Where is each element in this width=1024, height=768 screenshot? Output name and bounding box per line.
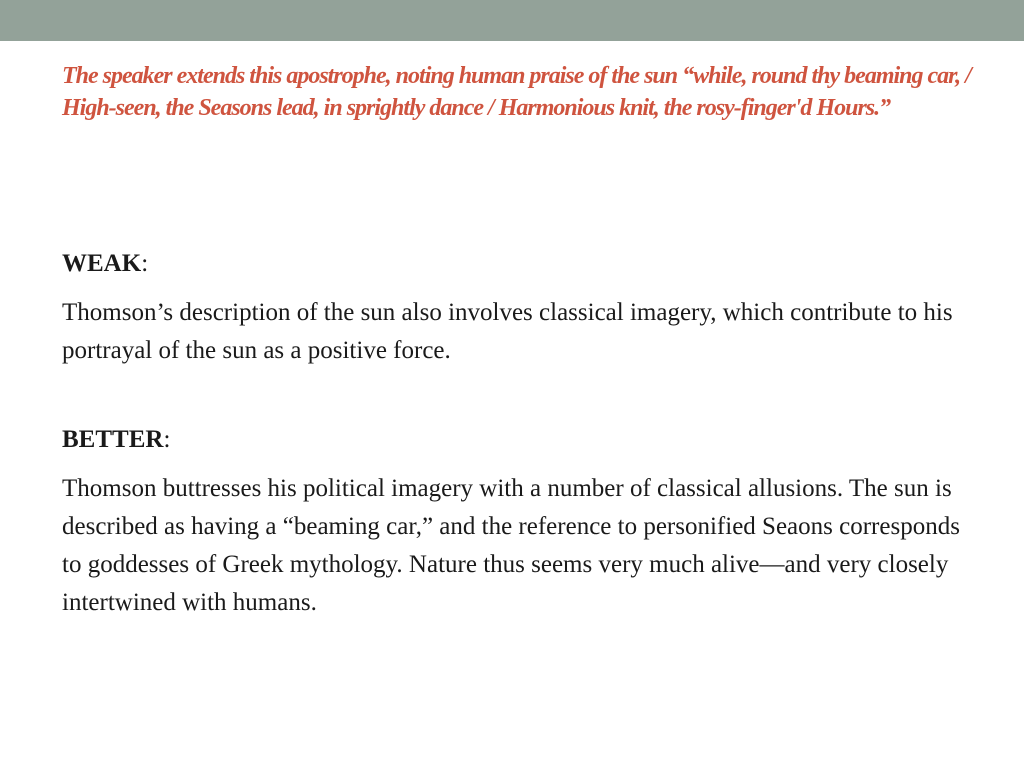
- top-accent-bar: [0, 0, 1024, 41]
- better-paragraph: Thomson buttresses his political imagery with a number of classical allusions. The sun is described as having a “beaming car,” and the reference to personified Seaons corresponds to goddesses of Greek mythology. Nature thus seems very much alive—and very closely intertwined with humans.: [62, 475, 960, 616]
- section-spacer: [62, 370, 982, 422]
- slide-body: [62, 246, 982, 622]
- weak-paragraph: Thomson’s description of the sun also involves classical imagery, which contribute to his portrayal of the sun as a positive force.: [62, 299, 953, 364]
- slide-title: The speaker extends this apostrophe, noting human praise of the sun “while, round thy beaming car, / High-seen, the Seasons lead, in sprightly dance / Harmonious knit, the rosy-finger'd Hours.”: [62, 63, 971, 121]
- better-label: BETTER: [62, 426, 164, 453]
- weak-heading: [62, 246, 982, 282]
- better-colon: :: [163, 426, 171, 453]
- weak-label: WEAK: [62, 250, 142, 277]
- weak-colon: :: [141, 250, 149, 277]
- better-heading: [62, 422, 982, 458]
